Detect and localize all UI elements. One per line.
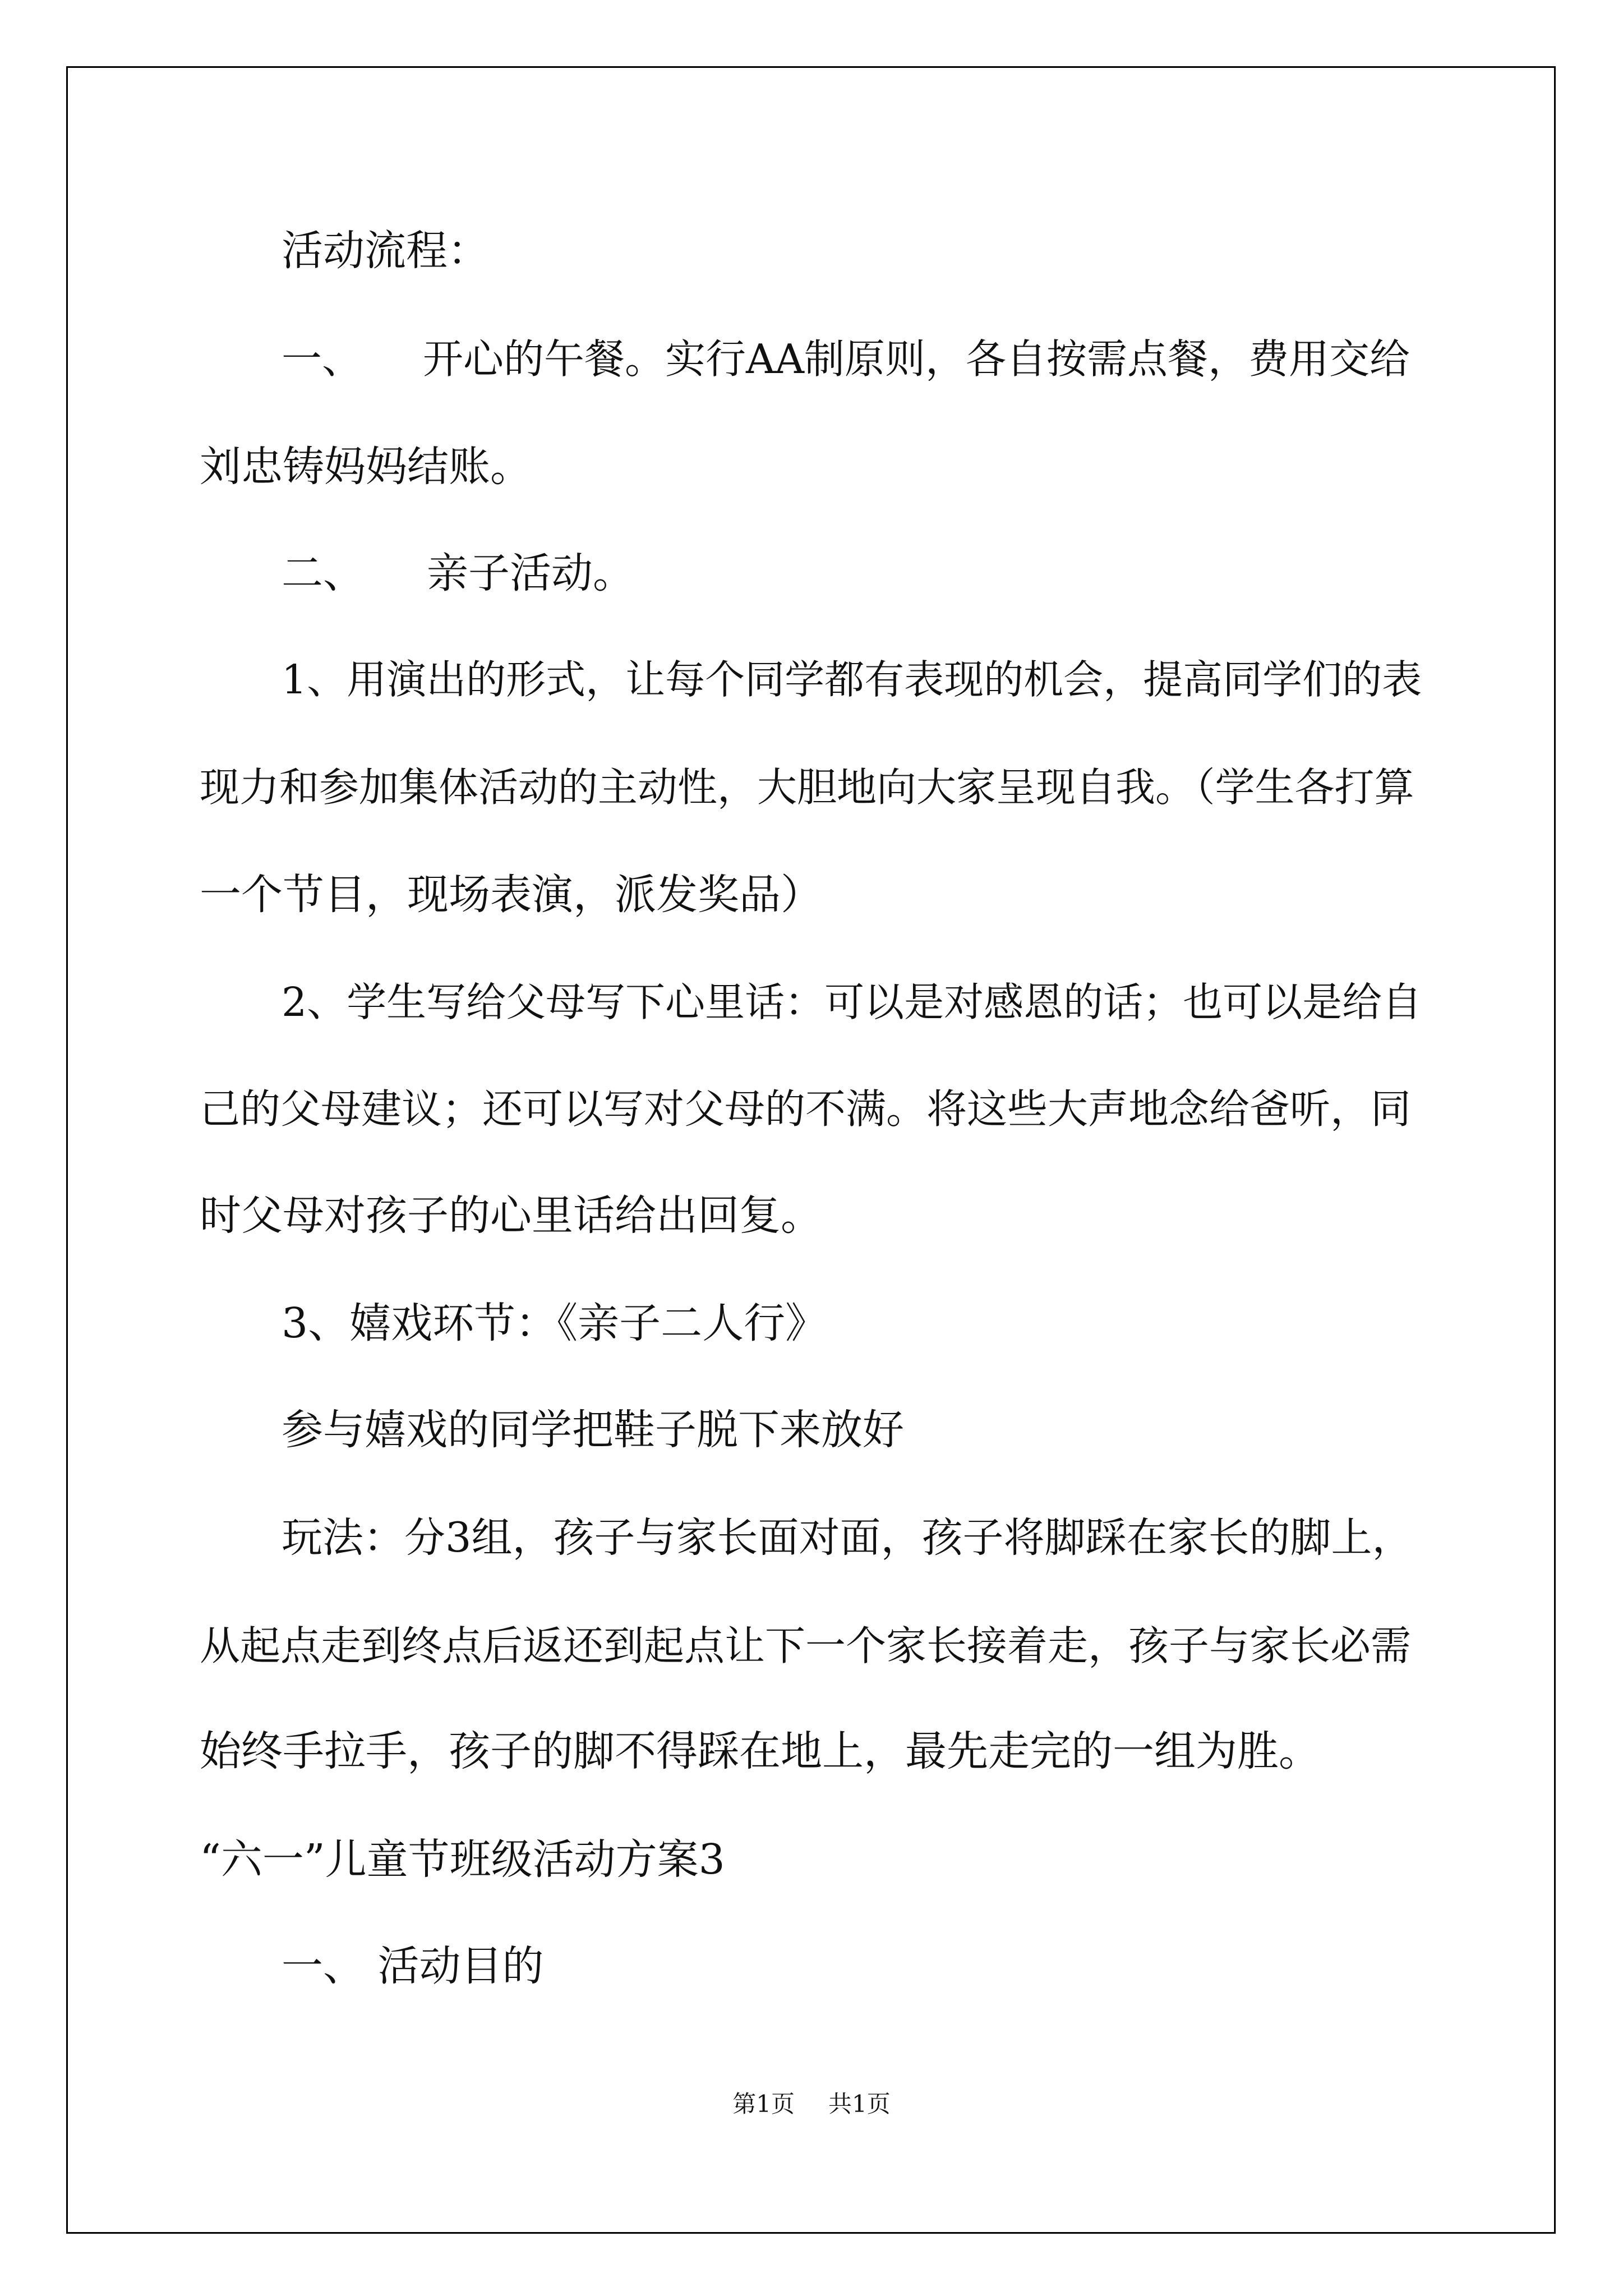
paragraph-line: 参与嬉戏的同学把鞋子脱下来放好 [282, 1406, 904, 1454]
page-footer [0, 2086, 1623, 2119]
paragraph-line: 3、嬉戏环节：《亲子二人行》 [282, 1299, 827, 1347]
paragraph-line: 刘忠铸妈妈结账。 [200, 443, 532, 491]
paragraph-line: 一、 开心的午餐。实行AA制原则，各自按需点餐，费用交给 [282, 335, 1410, 383]
section-heading: 一、 活动目的 [282, 1942, 544, 1990]
paragraph-line: 从起点走到终点后返还到起点让下一个家长接着走，孩子与家长必需 [200, 1622, 1412, 1669]
paragraph-line: 始终手拉手，孩子的脚不得踩在地上，最先走完的一组为胜。 [200, 1727, 1320, 1775]
page-border [66, 66, 1556, 2234]
section-heading: 二、 亲子活动。 [282, 549, 634, 597]
paragraph-line: 现力和参加集体活动的主动性，大胆地向大家呈现自我。（学生各打算 [200, 764, 1414, 811]
paragraph-line: 己的父母建议；还可以写对父母的不满。将这些大声地念给爸听，同 [200, 1085, 1412, 1133]
paragraph-line: 时父母对孩子的心里话给出回复。 [200, 1191, 822, 1240]
paragraph-line: 玩法：分3组，孩子与家长面对面，孩子将脚踩在家长的脚上， [282, 1514, 1413, 1562]
total-pages: 共1页 [828, 2090, 891, 2118]
paragraph-line: 2、学生写给父母写下心里话：可以是对感恩的话；也可以是给自 [282, 979, 1422, 1025]
heading-activity-process: 活动流程： [282, 227, 489, 275]
page-number: 第1页 [732, 2090, 795, 2118]
paragraph-line: 一个节目，现场表演，派发奖品） [200, 871, 822, 919]
paragraph-line: 1、用演出的形式，让每个同学都有表现的机会，提高同学们的表 [282, 656, 1422, 703]
section-title: “六一”儿童节班级活动方案3 [200, 1835, 725, 1884]
